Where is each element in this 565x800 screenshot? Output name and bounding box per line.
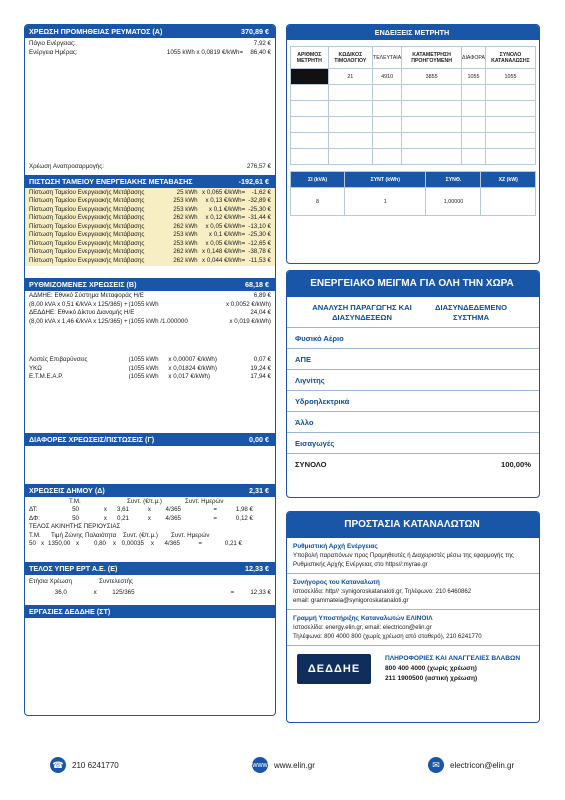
ert-amount: 12,33 € bbox=[245, 563, 269, 573]
credit-rows bbox=[25, 188, 275, 267]
consumption-amount: 370,89 € bbox=[241, 27, 269, 36]
consumption-header bbox=[25, 25, 275, 38]
protection-header bbox=[287, 512, 539, 538]
differences-amount: 0,00 € bbox=[249, 434, 269, 444]
credit-row: Πίστωση Ταμείου Ενεργειακής Μετάβασης 262 kWh x 0,05 €/kWh= -13,10 € bbox=[29, 222, 271, 230]
meter-col-header: ΚΑΤΑΜΕΤΡΗΣΗ ΠΡΟΗΓΟΥΜΕΝΗ bbox=[402, 47, 462, 69]
mix-col2: ΔΙΑΣΥΝΔΕΔΕΜΕΝΟ ΣΥΣΤΗΜΑ bbox=[435, 303, 507, 322]
credit-row: Πίστωση Ταμείου Ενεργειακής Μετάβασης 262 kWh x 0,044 €/kWh= -11,53 € bbox=[29, 256, 271, 264]
mix-header bbox=[287, 271, 539, 297]
consumption-lines bbox=[25, 38, 275, 172]
admie-label: ΑΔΜΗΕ: Εθνικό Σύστημα Μεταφοράς Η/Ε bbox=[29, 292, 144, 299]
consumer-protection-panel bbox=[286, 511, 540, 723]
mix-row: Άλλο bbox=[287, 412, 539, 433]
credit-amount: -192,61 € bbox=[238, 176, 269, 186]
elinoil-section: Γραμμή Υποστήριξης Καταναλωτών ΕΛΙΝΟΙΛ Ιστοσελίδα: energy.elin.gr, email: electricon@elin.gr Τηλέφωνα: 800 4000 800 (χωρίς χρέωση από σταθερό), 210 6241770 bbox=[287, 610, 539, 646]
tap-title: ΤΕΛΟΣ ΑΚΙΝΗΤΗΣ ΠΕΡΙΟΥΣΙΑΣ bbox=[29, 523, 121, 530]
regulated-lines: ΑΔΜΗΕ: Εθνικό Σύστημα Μεταφοράς Η/Ε 6,89 € (8,00 kVA x 0,51 €/kVA x 125/365) + (1055 kWh x 0,0052 €/kWh) ΔΕΔΔΗΕ: Εθνικό Δίκτυο Διανομής Η/Ε 24,04 € (8,00 kVA x 1,46 €/kVA x 125/365) + (1055 kWh /1.000000 x 0,019 €/kWh) Λοιπές Επιβαρύνσεις (1055 kWh x 0,00007 €/kWh) 0,07 € ΥΚΩ (1055 kWh x 0,01824 €/kWh) 19,24 € Ε.Τ.Μ.Ε.Α.Ρ. (1055 kWh x 0,017 €/kWh) 17,94 € bbox=[29, 292, 271, 380]
meter-col-header: ΔΙΑΦΟΡΑ bbox=[461, 47, 485, 69]
credit-title: ΠΙΣΤΩΣΗ ΤΑΜΕΙΟΥ ΕΝΕΡΓΕΙΑΚΗΣ ΜΕΤΑΒΑΣΗΣ bbox=[29, 176, 193, 186]
admie-value: 6,89 € bbox=[253, 292, 271, 299]
deddie-works-title: ΕΡΓΑΣΙΕΣ ΔΕΔΔΗΕ (ΣΤ) bbox=[29, 606, 111, 616]
credit-row: Πίστωση Ταμείου Ενεργειακής Μετάβασης 262 kWh x 0,12 €/kWh= -31,44 € bbox=[29, 214, 271, 221]
municipal-lines: Τ.Μ. Συντ. (€/τ.μ.) Συντ. Ημερών ΔΤ: 50 x 3,61 x 4/365 = 1,98 € ΔΦ: 50 x 0,21 x 4/365 = 0,12 € ΤΕΛΟΣ ΑΚΙΝΗΤΗΣ ΠΕΡΙΟΥΣΙΑΣ Τ.Μ. Τιμή Ζώνης Παλαιότητα Συντ. (€/τ.μ.) Συντ. Ημερών 50 x 1350,00 x 0,80 x 0,00035 x 4/365 = 0,21 € bbox=[25, 497, 275, 550]
regulated-amount: 68,18 € bbox=[245, 280, 269, 289]
differences-header bbox=[25, 433, 275, 446]
ert-header bbox=[25, 562, 275, 575]
ert-lines: Ετήσια Χρέωση Συντελεστής 36,0 x 125/365 = 12,33 € bbox=[29, 577, 271, 596]
meter-table bbox=[290, 46, 536, 165]
credit-row: Πίστωση Ταμείου Ενεργειακής Μετάβασης 262 kWh x 0,148 €/kWh= -38,78 € bbox=[29, 248, 271, 255]
footer-phone[interactable]: ☎ 210 6241770 bbox=[50, 755, 119, 775]
credit-row: Πίστωση Ταμείου Ενεργειακής Μετάβασης 253 kWh x 0,13 €/kWh= -32,89 € bbox=[29, 197, 271, 204]
ert-title: ΤΕΛΟΣ ΥΠΕΡ ΕΡΤ Α.Ε. (Ε) bbox=[29, 563, 118, 573]
rae-section: Ρυθμιστική Αρχή Ενέργειας Υποβολή παραπόνων προς Προμηθευτές ή Διαχειριστές μέσω της εφαρμογής της Ρυθμιστικής Αρχής Ενέργειας στο https//:myrae.gr bbox=[287, 538, 539, 574]
mix-row: Εισαγωγές bbox=[287, 433, 539, 454]
footer-email[interactable]: ✉ electricon@elin.gr bbox=[428, 755, 514, 775]
municipal-header bbox=[25, 484, 275, 497]
meter-title: ΕΝΔΕΙΞΕΙΣ ΜΕΤΡΗΤΗ bbox=[374, 28, 450, 37]
regulated-header bbox=[25, 278, 275, 291]
mix-total-row: ΣΥΝΟΛΟ 100,00% bbox=[295, 460, 531, 469]
charges-panel bbox=[24, 24, 276, 716]
credit-row: Πίστωση Ταμείου Ενεργειακής Μετάβασης 253 kWh x 0,1 €/kWh= -25,30 € bbox=[29, 231, 271, 238]
deddie-works-header bbox=[25, 605, 275, 618]
protection-title: ΠΡΟΣΤΑΣΙΑ ΚΑΤΑΝΑΛΩΤΩΝ bbox=[344, 519, 480, 530]
credit-row: Πίστωση Ταμείου Ενεργειακής Μετάβασης 25 kWh x 0,065 €/kWh= -1,62 € bbox=[29, 188, 271, 196]
deddie-value: 24,04 € bbox=[250, 309, 271, 316]
municipal-row: ΔΦ: 50 x 0,21 x 4/365 = 0,12 € bbox=[29, 514, 253, 522]
mail-icon: ✉ bbox=[428, 757, 444, 773]
meter-col-header: ΑΡΙΘΜΟΣ ΜΕΤΡΗΤΗ bbox=[291, 47, 329, 69]
differences-title: ΔΙΑΦΟΡΕΣ ΧΡΕΩΣΕΙΣ/ΠΙΣΤΩΣΕΙΣ (Γ) bbox=[29, 434, 155, 444]
municipal-row: ΔΤ: 50 x 3,61 x 4/365 = 1,98 € bbox=[29, 506, 253, 513]
fault-section: ΔΕΔΔΗΕ ΠΛΗΡΟΦΟΡΙΕΣ ΚΑΙ ΑΝΑΓΓΕΛΙΕΣ ΒΛΑΒΩΝ 800 400 4000 (χωρίς χρέωση) 211 1900500 (αστική χρέωση) bbox=[287, 646, 539, 692]
footer-web[interactable]: www www.elin.gr bbox=[252, 755, 315, 775]
adjustment-line: Χρέωση Αναπροσαρμογής: 276,57 € bbox=[29, 163, 271, 170]
meter-table-2: ΣΙ (kVA) ΣΥΝΤ (kWh) ΣΥΝΘ. ΧΖ (kW) 8 1 1,00000 bbox=[290, 171, 536, 216]
tap-row: 50 x 1350,00 x 0,80 x 0,00035 x 4/365 = 0,21 € bbox=[29, 540, 242, 547]
meter-row: 21 4910 3855 1055 1055 bbox=[291, 69, 536, 85]
credit-row: Πίστωση Ταμείου Ενεργειακής Μετάβασης 253 kWh x 0,1 €/kWh= -25,30 € bbox=[29, 205, 271, 213]
ombudsman-section: Συνήγορος του Καταναλωτή Ιστοσελίδα: http// :synigoroskatanaloti.gr, Τηλέφωνο: 210 6460862 email: grammateia@synigoroskatanaloti.gr bbox=[287, 574, 539, 610]
municipal-amount: 2,31 € bbox=[249, 485, 269, 495]
regulated-other-row: Λοιπές Επιβαρύνσεις (1055 kWh x 0,00007 €/kWh) 0,07 € bbox=[29, 356, 271, 363]
regulated-other-row: ΥΚΩ (1055 kWh x 0,01824 €/kWh) 19,24 € bbox=[29, 364, 271, 372]
municipal-title: ΧΡΕΩΣΕΙΣ ΔΗΜΟΥ (Δ) bbox=[29, 485, 105, 495]
consumption-line: Πάγιο Ενέργειας: 7,92 € bbox=[29, 40, 271, 47]
meter-header bbox=[287, 25, 539, 40]
deddie-label: ΔΕΔΔΗΕ: Εθνικό Δίκτυο Διανομής Η/Ε bbox=[29, 309, 135, 316]
meter-col-header: ΚΩΔΙΚΟΣ ΤΙΜΟΛΟΓΙΟΥ bbox=[328, 47, 372, 69]
mix-row: Λιγνίτης bbox=[287, 370, 539, 391]
credit-header bbox=[25, 175, 275, 188]
consumption-title: ΧΡΕΩΣΗ ΠΡΟΜΗΘΕΙΑΣ ΡΕΥΜΑΤΟΣ (Α) bbox=[29, 27, 163, 36]
phone-icon: ☎ bbox=[50, 757, 66, 773]
regulated-other-row: Ε.Τ.Μ.Ε.Α.Ρ. (1055 kWh x 0,017 €/kWh) 17,94 € bbox=[29, 373, 271, 380]
consumption-line: Ενέργεια Ημέρας: 1055 kWh x 0,0819 €/kWh= 86,40 € bbox=[29, 48, 271, 56]
mix-title: ΕΝΕΡΓΕΙΑΚΟ ΜΕΙΓΜΑ ΓΙΑ ΟΛΗ ΤΗΝ ΧΩΡΑ bbox=[310, 278, 514, 289]
mix-row: Υδροηλεκτρικά bbox=[287, 391, 539, 412]
globe-icon: www bbox=[252, 757, 268, 773]
mix-col1: ΑΝΑΛΥΣΗ ΠΑΡΑΓΩΓΗΣ ΚΑΙ ΔΙΑΣΥΝΔΕΣΕΩΝ bbox=[312, 303, 412, 322]
mix-row: ΑΠΕ bbox=[287, 349, 539, 370]
deddie-logo: ΔΕΔΔΗΕ bbox=[297, 654, 371, 684]
meter-col-header: ΤΕΛΕΥΤΑΙΑ bbox=[373, 47, 402, 69]
mix-row: Φυσικό Αέριο bbox=[287, 328, 539, 349]
credit-row: Πίστωση Ταμείου Ενεργειακής Μετάβασης 253 kWh x 0,05 €/kWh= -12,65 € bbox=[29, 239, 271, 247]
energy-mix-panel bbox=[286, 270, 540, 498]
meter-number-redacted bbox=[291, 69, 329, 85]
regulated-title: ΡΥΘΜΙΖΟΜΕΝΕΣ ΧΡΕΩΣΕΙΣ (Β) bbox=[29, 280, 137, 289]
meter-col-header: ΣΥΝΟΛΟ ΚΑΤΑΝΑΛΩΣΗΣ bbox=[485, 47, 535, 69]
meter-panel bbox=[286, 24, 540, 264]
